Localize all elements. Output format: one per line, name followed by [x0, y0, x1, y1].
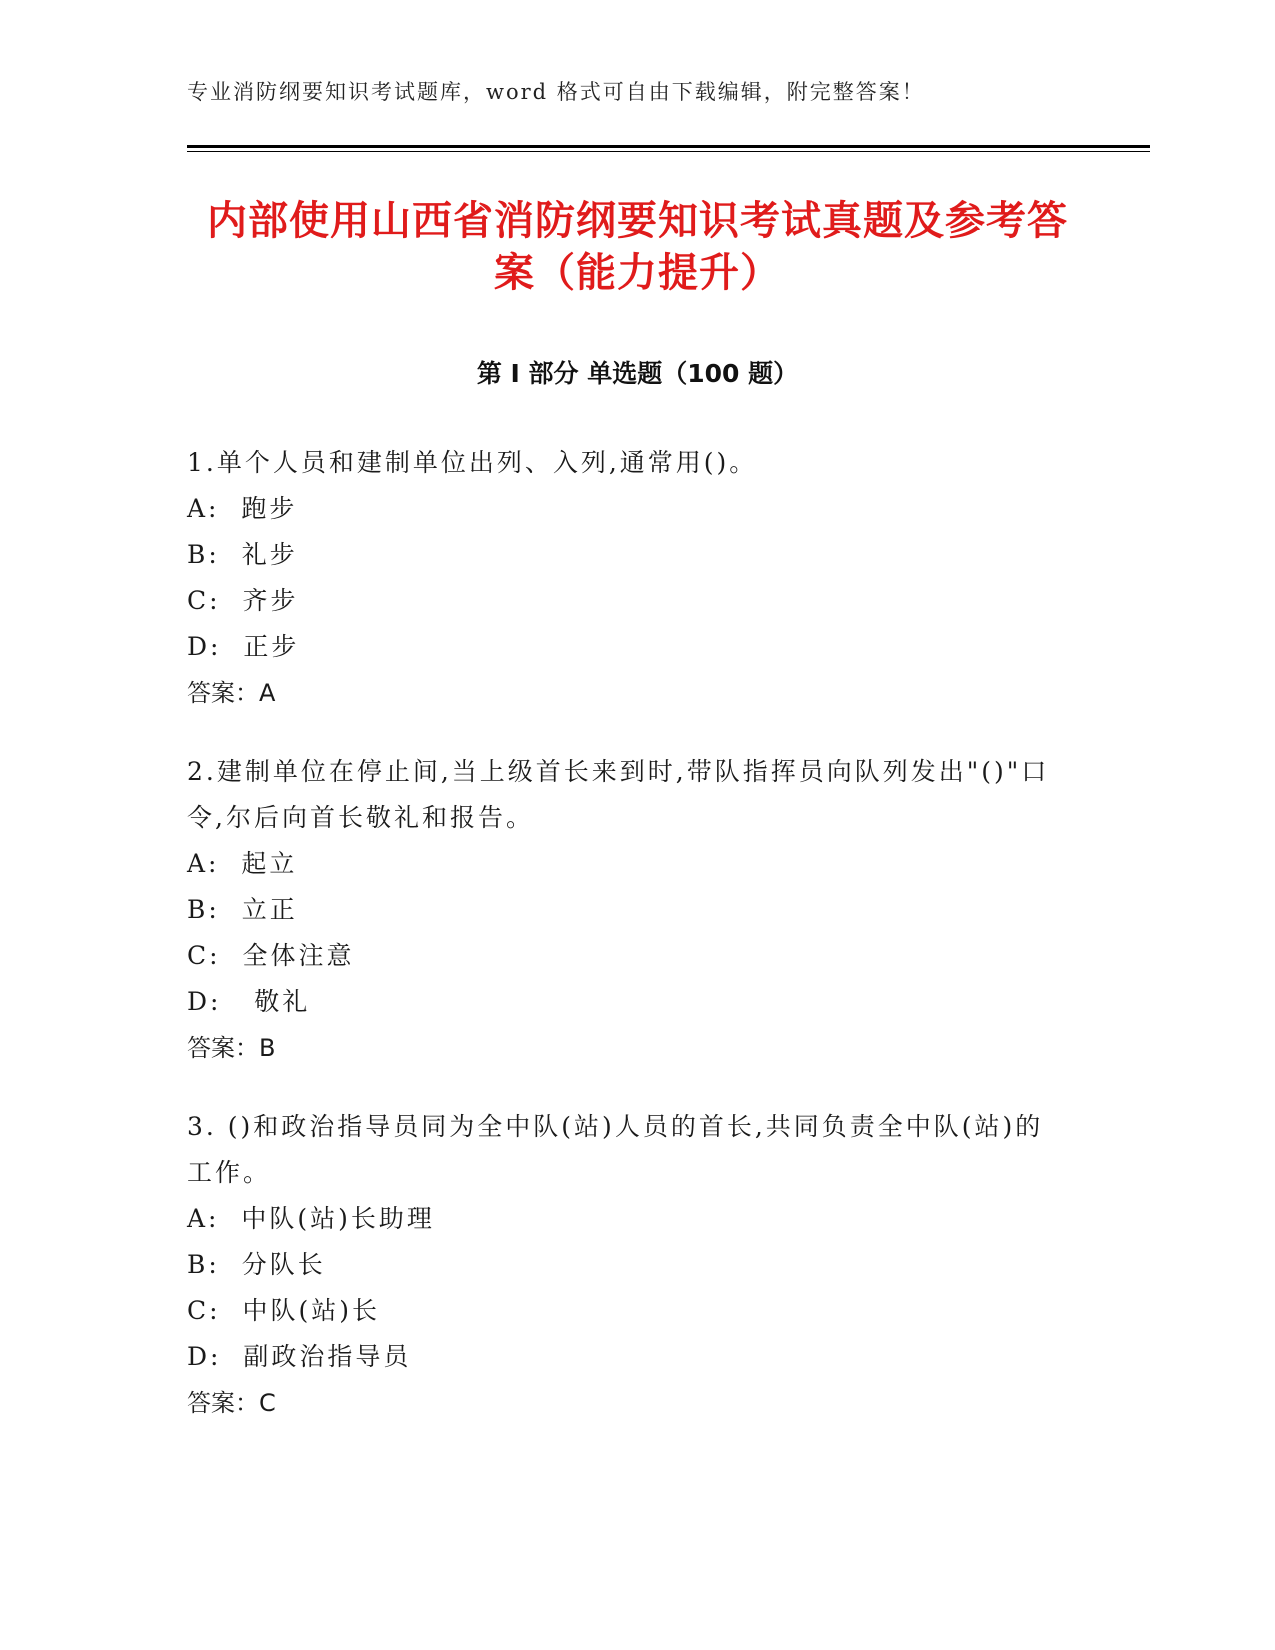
option-a: A: 中队(站)长助理: [187, 1204, 435, 1233]
option-a: A: 跑步: [187, 494, 298, 523]
option-d: D: 正步: [187, 632, 300, 661]
question-3: [187, 1104, 1067, 1426]
answer: 答案：B: [187, 1034, 276, 1062]
option-c: C: 全体注意: [187, 941, 355, 970]
document-title: 内部使用山西省消防纲要知识考试真题及参考答案（能力提升）: [207, 198, 1068, 296]
question-1: [187, 440, 1067, 716]
header-rule-thin: [187, 151, 1150, 152]
option-c: C: 齐步: [187, 586, 299, 615]
answer: 答案：A: [187, 679, 276, 707]
option-d: D: 副政治指导员: [187, 1342, 412, 1371]
question-stem: 1.单个人员和建制单位出列、入列,通常用()。: [187, 448, 758, 477]
header-rule-thick: [187, 145, 1150, 148]
question-list: [187, 440, 1067, 1459]
option-a: A: 起立: [187, 849, 298, 878]
question-stem: 2.建制单位在停止间,当上级首长来到时,带队指挥员向队列发出"()"口令,尔后向首长敬礼和报告。: [187, 757, 1050, 832]
option-b: B: 立正: [187, 895, 298, 924]
question-2: [187, 749, 1067, 1071]
option-d: D: 敬礼: [187, 987, 311, 1016]
section-title: 第 I 部分 单选题（100 题）: [476, 359, 799, 388]
question-stem: 3. ()和政治指导员同为全中队(站)人员的首长,共同负责全中队(站)的工作。: [187, 1112, 1044, 1187]
option-b: B: 分队长: [187, 1250, 326, 1279]
answer: 答案：C: [187, 1389, 276, 1417]
header-note: 专业消防纲要知识考试题库，word 格式可自由下载编辑，附完整答案！: [187, 80, 925, 104]
option-c: C: 中队(站)长: [187, 1296, 380, 1325]
option-b: B: 礼步: [187, 540, 298, 569]
